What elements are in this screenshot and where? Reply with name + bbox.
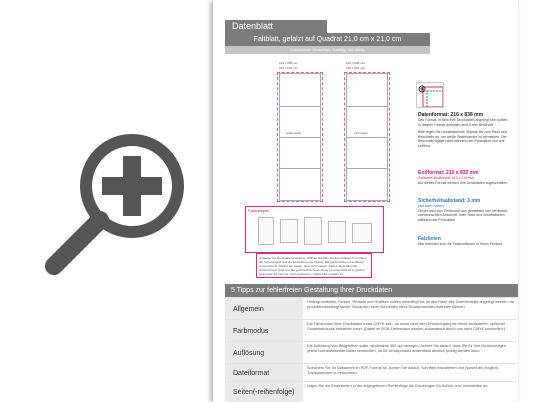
tip-row-aufloesung: Auflösung Die Auflösung von Bildgrafiken sollte mindestens 300 dpi betragen. Achten Sie darauf, dass Sie für Ihre Druckvorlagen (meist hochauflösende Bilder verwenden, da Ihr Druckprodukt andernfalls deutlich pixelig werden kann. bbox=[225, 341, 516, 364]
tip-row-farbmodus: Farbmodus Die Farbmodus Ihrer Druckdaten muss CMYK sein, da sonst nach dem Druckvorgang ein leicht veränderter, optischer Gesamteindruck entstehen kann. (Daten im RGB-Farbmodus werden automatisch durch uns nach CMYK konvertiert.) bbox=[225, 319, 516, 342]
tips-header: 5 Tipps zur fehlerfreien Gestaltung Ihrer Druckdaten bbox=[225, 284, 518, 297]
tip-row-seiten: Seiten(-reihenfolge) Legen Sie die Einzelseiten in der angegebenen Reihenfolge als Druckbogen für Außen- und Innenseiten an. bbox=[225, 381, 516, 402]
outer-side-label: Außenseite bbox=[286, 131, 302, 135]
product-subtitle: horizontaler Wickelfalz, 8-seitig, 4/4-farbig bbox=[225, 46, 430, 54]
dims-label-inner: 216 x 838 mm bbox=[346, 61, 366, 65]
inner-side-label: Innenseite bbox=[354, 131, 368, 135]
legend-fold: Falzlinien Hier befinden sich die Falzpositionen in Ihrem Produkt. bbox=[418, 236, 503, 246]
folding-label: Falzbeispiel bbox=[248, 208, 270, 213]
page-title: Datenblatt bbox=[225, 20, 327, 33]
legend-safety: Sicherheitsabstand: 3 mm (auf allen Seiten) Dieser wird vom Endformat aus gemessen und verhindert unerwünschten Anschnitt. Ihrer Texte und Informationen während der Produktion. bbox=[418, 198, 508, 222]
zoom-in-icon[interactable] bbox=[42, 128, 190, 278]
dims-label-outer: 216 x 838 mm bbox=[279, 61, 299, 65]
product-title: Faltblatt, gefalzt auf Quadrat 21,0 cm x 21,0 cm bbox=[225, 33, 430, 46]
tip-row-allgemein: Allgemein Hintergrundbilder, Farben, Verläufe und Grafiken sollten unbedingt bis an den Rand des Datenformats angelegt werden, da produktionsbedingt kleine Toleranzen beim Schneiden Ihres Druckproduktes auftreten können. bbox=[225, 297, 516, 320]
datasheet-page bbox=[213, 0, 518, 402]
tip-row-dateiformat: Dateiformat Speichern Sie Ihr Dokument im PDF-Format ab. Achten Sie darauf, Schriften einzubetten und (soweit als möglich) Transparenzen zu reduzieren. bbox=[225, 363, 516, 382]
legend-dataformat: Datenformat: 216 x 838 mm Das Format, in dem Ihre Druckdaten angelegt sein sollten. In diesem Format enthalten sind 3 mm Beschnitt. Bitte legen Sie randabfallende Objekte bis zum Rand des Beschnitts an, um weiße Seitenränder zu vermeiden. Der Beschnitt(rugabe) wird während der Produktion von uns entfernt. bbox=[418, 112, 509, 148]
outer-side-layout bbox=[277, 72, 323, 202]
inner-side-layout bbox=[344, 72, 390, 202]
dims-label-outer2: 210 x 832 mm bbox=[279, 66, 299, 70]
legend-endformat: Endformat: 210 x 832 mm Gefalztes Endformat: 210 x 210 mm Auf dieses Format werden Ihre Druckdaten zugeschnitten. bbox=[418, 170, 509, 185]
dims-label-inner2: 210 x 832 mm bbox=[346, 66, 366, 70]
legend-preview bbox=[416, 82, 444, 108]
warning-box bbox=[256, 253, 372, 278]
folding-example bbox=[245, 206, 384, 253]
warning-text: Hinweise zur Druckdatenerstellung: Wählen Sie bitte bei dem Auftrag Ihrer Daten, die Seitenanzahl und die Ausrichtung der Motive. Bei gewünschtem Gestaltung entsprechend. Stellen bei Seiten, bitte nicht passen. Seiten die Endformat, entsprechend groß und die gewünschte Ausrichtung ist entsprechend zu prüfen. Ansonsten können wir nicht garantieren. Dabei bitte möglich ist. bbox=[259, 256, 368, 276]
